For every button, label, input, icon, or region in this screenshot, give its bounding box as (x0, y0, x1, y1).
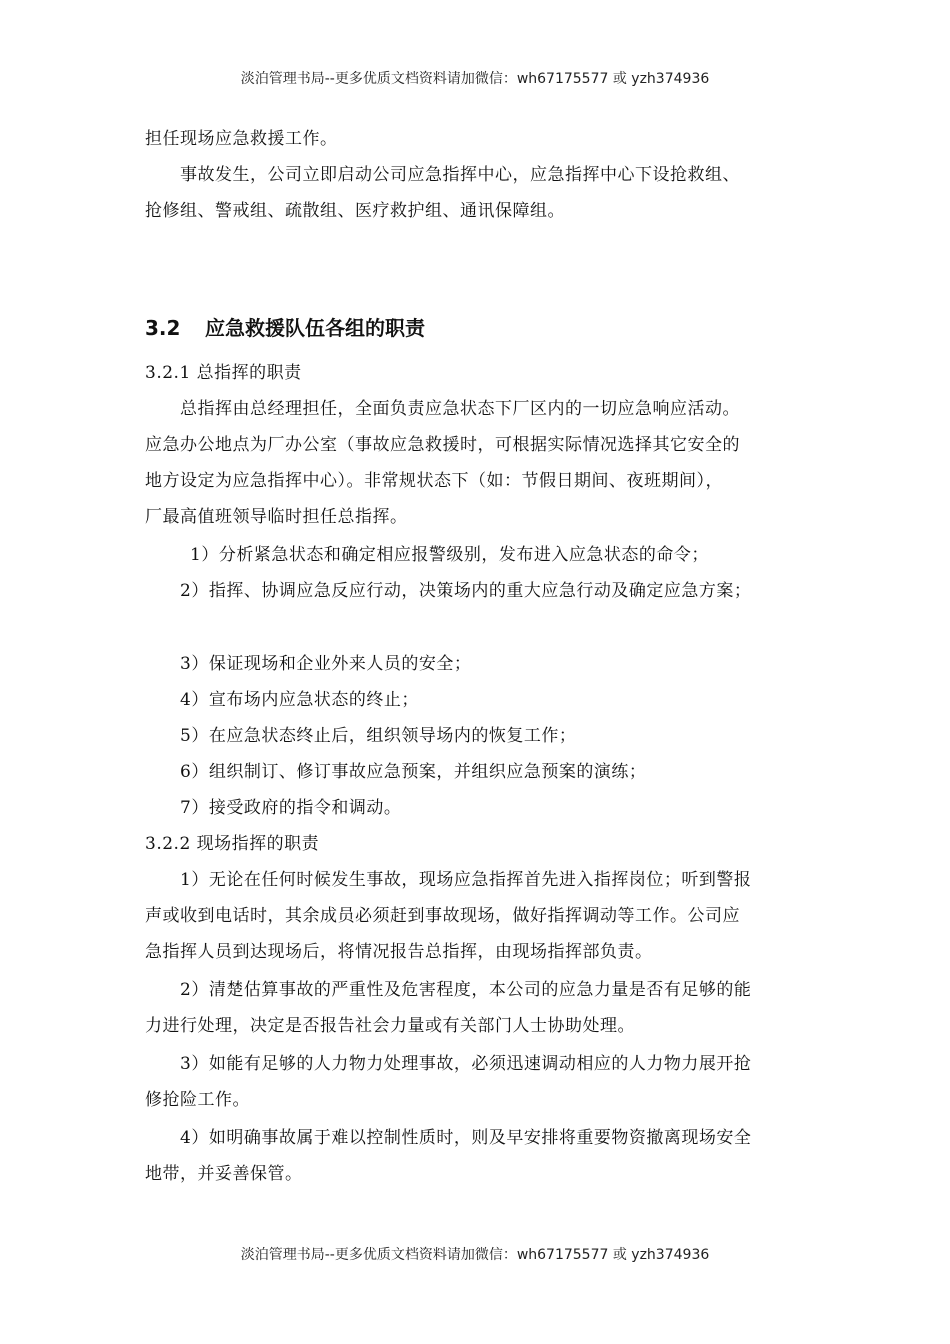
list-item: 5）在应急状态终止后，组织领导场内的恢复工作； (180, 726, 577, 746)
paragraph-line: 地带，并妥善保管。 (145, 1164, 303, 1184)
intro-line: 抢修组、警戒组、疏散组、医疗救护组、通讯保障组。 (145, 201, 565, 221)
intro-line: 事故发生，公司立即启动公司应急指挥中心，应急指挥中心下设抢救组、 (180, 165, 740, 185)
paragraph-line: 修抢险工作。 (145, 1090, 250, 1110)
paragraph-line: 4）如明确事故属于难以控制性质时，则及早安排将重要物资撤离现场安全 (180, 1128, 752, 1148)
paragraph-line: 应急办公地点为厂办公室（事故应急救援时，可根据实际情况选择其它安全的 (145, 435, 740, 455)
section-heading (145, 312, 425, 341)
intro-line: 担任现场应急救援工作。 (145, 129, 338, 149)
subsection-heading: 3.2.1 总指挥的职责 (145, 363, 302, 383)
paragraph-line: 总指挥由总经理担任，全面负责应急状态下厂区内的一切应急响应活动。 (180, 399, 740, 419)
paragraph-line: 地方设定为应急指挥中心）。非常规状态下（如：节假日期间、夜班期间）， (145, 471, 723, 491)
paragraph-line: 力进行处理，决定是否报告社会力量或有关部门人士协助处理。 (145, 1016, 635, 1036)
section-title: 应急救援队伍各组的职责 (205, 316, 425, 340)
list-item: 7）接受政府的指令和调动。 (180, 798, 402, 818)
paragraph-line: 声或收到电话时，其余成员必须赶到事故现场，做好指挥调动等工作。公司应 (145, 906, 740, 926)
list-item: 4）宣布场内应急状态的终止； (180, 690, 419, 710)
paragraph-line: 2）清楚估算事故的严重性及危害程度，本公司的应急力量是否有足够的能 (180, 980, 752, 1000)
paragraph-line: 急指挥人员到达现场后，将情况报告总指挥，由现场指挥部负责。 (145, 942, 653, 962)
subsection-heading: 3.2.2 现场指挥的职责 (145, 834, 320, 854)
page-header: 淡泊管理书局--更多优质文档资料请加微信：wh67175577 或 yzh374936 (240, 71, 710, 87)
list-item: 2）指挥、协调应急反应行动，决策场内的重大应急行动及确定应急方案； (180, 581, 752, 601)
paragraph-line: 1）无论在任何时候发生事故，现场应急指挥首先进入指挥岗位；听到警报 (180, 870, 752, 890)
list-item: 6）组织制订、修订事故应急预案，并组织应急预案的演练； (180, 762, 647, 782)
paragraph-line: 3）如能有足够的人力物力处理事故，必须迅速调动相应的人力物力展开抢 (180, 1054, 752, 1074)
list-item: 3）保证现场和企业外来人员的安全； (180, 654, 472, 674)
paragraph-line: 厂最高值班领导临时担任总指挥。 (145, 507, 408, 527)
list-item: 1）分析紧急状态和确定相应报警级别，发布进入应急状态的命令； (190, 545, 709, 565)
page-footer: 淡泊管理书局--更多优质文档资料请加微信：wh67175577 或 yzh374936 (240, 1247, 710, 1263)
section-number: 3.2 (145, 316, 181, 340)
